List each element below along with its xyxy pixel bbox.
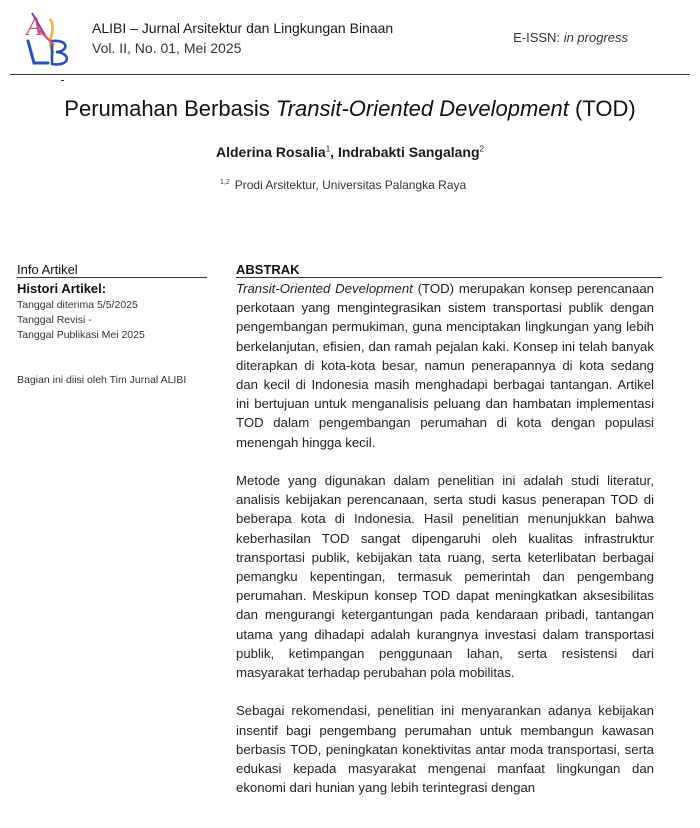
- eissn-label: E-ISSN:: [513, 30, 561, 45]
- affiliation-text: Prodi Arsitektur, Universitas Palangka Raya: [234, 178, 467, 192]
- affiliation: [220, 178, 466, 192]
- journal-name: ALIBI – Jurnal Arsitektur dan Lingkungan Binaan: [92, 20, 394, 36]
- history-heading: Histori Artikel:: [17, 281, 107, 296]
- logo-letter-a: A: [26, 12, 42, 41]
- author-1-sup: 1: [325, 144, 331, 154]
- title-part-italic: Transit-Oriented Development: [275, 96, 569, 121]
- abstract-p1-italic: Transit-Oriented Development: [236, 281, 413, 296]
- abstract-p1-text: (TOD) merupakan konsep perencanaan perkotaan yang mengintegrasikan sistem transportasi publik dengan pengembangan permukiman, guna menciptakan lingkungan yang lebih berkelanjutan, efisien, dan ramah pejalan kaki. Konsep ini telah banyak diterapkan di kota-kota besar, namun penerapannya di kota sedang dan kecil di Indonesia masih menghadapi berbagai tantangan. Artikel ini bertujuan untuk menganalisis peluang dan hambatan implementasi TOD dalam pengembangan perumahan di kota dengan populasi menengah hingga kecil.: [236, 281, 654, 450]
- abstract-rule: [236, 277, 662, 278]
- header-rule: [10, 74, 690, 75]
- journal-logo: [24, 11, 76, 67]
- abstract-paragraph-2: Metode yang digunakan dalam penelitian ini adalah studi literatur, analisis kebijakan perencanaan, serta studi kasus penerapan TOD di beberapa kota di Indonesia. Hasil penelitian menunjukkan bahwa keberhasilan TOD sangat dipengaruhi oleh kualitas infrastruktur transportasi publik, kebijakan tata ruang, serta keterlibatan berbagai pemangku kepentingan, termasuk pemerintah dan pengembang perumahan. Meskipun konsep TOD dapat meningkatkan aksesibilitas dan mengurangi ketergantungan pada kendaraan pribadi, tantangan utama yang dihadapi adalah kurangnya investasi dalam transportasi publik, ketimpangan penggunaan lahan, serta resistensi dari masyarakat terhadap perubahan pola mobilitas.: [236, 473, 654, 681]
- journal-team-note: Bagian ini diisi oleh Tim Jurnal ALIBI: [17, 374, 187, 386]
- abstract-heading: ABSTRAK: [236, 262, 300, 277]
- author-2-sup: 2: [479, 144, 484, 154]
- title-part-2: (TOD): [568, 96, 636, 121]
- author-2: Indrabakti Sangalang: [337, 144, 480, 160]
- eissn-value: in progress: [563, 30, 628, 45]
- date-received: Tanggal diterima 5/5/2025: [17, 299, 138, 311]
- date-revised: Tanggal Revisi -: [17, 314, 92, 326]
- title-part-1: Perumahan Berbasis: [64, 96, 276, 121]
- affiliation-sup: 1,2: [220, 179, 230, 186]
- eissn: [513, 30, 628, 45]
- info-rule: [17, 277, 207, 278]
- abstract-paragraph-1: [236, 279, 654, 452]
- journal-issue: Vol. II, No. 01, Mei 2025: [92, 40, 242, 56]
- header-tick: [61, 80, 64, 81]
- info-heading: Info Artikel: [17, 262, 78, 277]
- abstract-paragraph-3: Sebagai rekomendasi, penelitian ini menyarankan adanya kebijakan insentif bagi pengembang perumahan untuk membangun kawasan berbasis TOD, peningkatan konektivitas antar moda transportasi, serta edukasi kepada masyarakat mengenai manfaat lingkungan dan ekonomi dari hunian yang lebih terintegrasi dengan: [236, 703, 654, 796]
- author-separator: ,: [330, 144, 338, 160]
- authors: [0, 144, 700, 160]
- date-published: Tanggal Publikasi Mei 2025: [17, 329, 145, 341]
- author-1: Alderina Rosalia: [216, 144, 326, 160]
- article-title: [0, 96, 700, 122]
- abstract-body: [236, 279, 654, 817]
